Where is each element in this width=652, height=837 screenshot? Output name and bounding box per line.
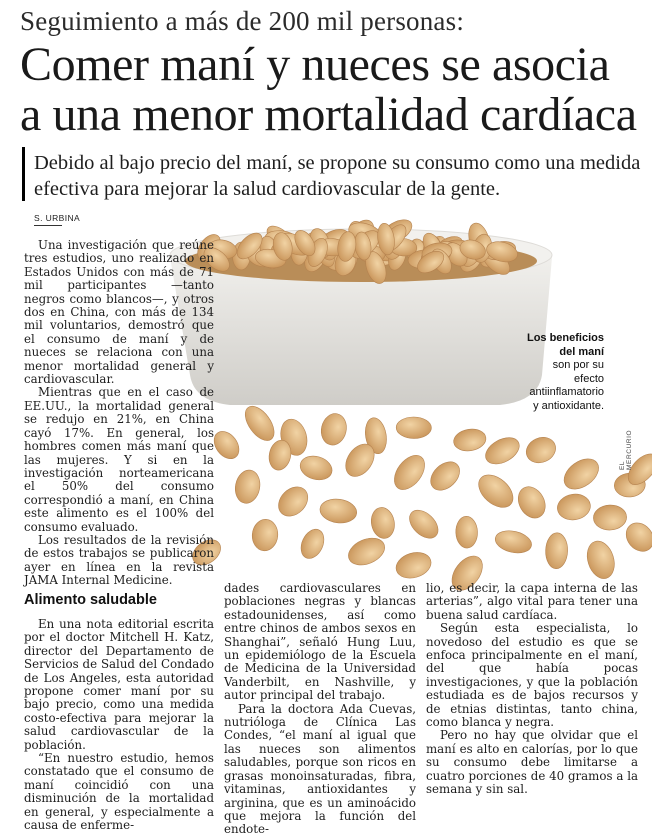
peanut: [513, 482, 551, 523]
peanut: [273, 481, 314, 522]
body-paragraph: “En nuestro estudio, hemos constatado que el consumo de maní coincidió con una disminución de la mortalidad en general, y especialmente a causa de enferme-: [24, 751, 214, 833]
intro-paragraph: Mientras que en el caso de EE.UU., la mortalidad general se redujo en 21%, en China cayó 17%. En general, los hombres comen más maní que las mujeres. Y si en la investigación norteamericana el 50% del consumo correspondió a maní, en China este alimento es el 100% del consumo evaluado.: [24, 385, 214, 534]
peanut: [209, 427, 244, 464]
body-paragraph: Pero no hay que olvidar que el maní es alto en calorías, por lo que su consumo debe limitarse a cuatro porciones de 40 gramos a la semana y sin sal.: [426, 728, 638, 797]
peanut: [297, 526, 329, 563]
body-column-2: [224, 582, 416, 837]
article-deck: Debido al bajo precio del maní, se propone su consumo como una medida efectiva para mejorar la salud cardiovascular de la gente.: [34, 152, 641, 200]
section-subhead: Alimento saludable: [24, 592, 157, 608]
peanut: [404, 505, 443, 544]
peanut: [369, 506, 397, 541]
body-paragraph: Según esta especialista, lo novedoso del estudio es que se enfoca principalmente en el maní, del que había pocas investigaciones, y que la población estudiada es de bajos recursos y de etnias distintas, tanto china, como blanca y negra.: [426, 621, 638, 730]
peanut: [425, 456, 465, 496]
body-column-1: [24, 618, 214, 833]
peanut: [621, 517, 652, 556]
peanut: [545, 532, 568, 569]
peanut: [393, 548, 434, 582]
peanut: [522, 433, 559, 467]
peanut: [556, 492, 593, 522]
peanut: [344, 533, 388, 570]
body-column-3: [426, 582, 638, 797]
peanut: [318, 497, 358, 525]
loose-peanuts: [188, 401, 652, 596]
peanut: [297, 452, 335, 483]
peanut: [452, 427, 487, 453]
peanut-bowl-photo: [160, 205, 652, 625]
peanut: [388, 450, 430, 495]
byline-rule: [34, 225, 62, 226]
article-headline: Comer maní y nueces se asocia a una menor mortalidad cardíaca: [20, 38, 637, 141]
peanut: [318, 411, 349, 447]
intro-column: [24, 239, 214, 588]
peanut: [473, 469, 520, 514]
body-paragraph: lio, es decir, la capa interna de las arterias”, algo vital para tener una buena salud cardíaca.: [426, 581, 638, 622]
peanut: [233, 468, 263, 505]
intro-paragraph: Una investigación que reúne tres estudios, uno realizado en Estados Unidos con más de 71 mil participantes —tanto negros como blancos—, y otros dos en China, con más de 134 mil voluntarios, demostró que el consumo de maní y de nueces se relaciona con una menor mortalidad general y cardiovascular.: [24, 238, 214, 387]
peanut: [593, 504, 627, 531]
peanut: [455, 516, 478, 548]
peanut: [396, 417, 431, 439]
peanut: [493, 528, 534, 557]
body-paragraph: dades cardiovasculares en poblaciones negras y blancas estadounidenses, así como entre chinos de ambos sexos en Shanghai”, señaló Hung Luu, un epidemiólogo de la Escuela de Medicina de la Universidad Vanderbilt, en Nashville, y autor principal del trabajo.: [224, 581, 416, 703]
body-paragraph: Para la doctora Ada Cuevas, nutrióloga de Clínica Las Condes, “el maní al igual que las nueces son alimentos saludables, porque son ricos en grasas monoinsaturadas, fibra, vitaminas, antioxidantes y arginina, que es un aminoácido que mejora la función del endote-: [224, 701, 416, 837]
peanut: [558, 453, 604, 496]
peanut: [481, 432, 524, 469]
caption-body: son por su efecto antiinflamatorio y antioxidante.: [529, 359, 604, 412]
peanut: [240, 401, 280, 445]
caption-title: Los beneficios del maní: [526, 332, 604, 358]
intro-paragraph: Los resultados de la revisión de estos trabajos se publicaron ayer en línea en la revista JAMA Internal Medicine.: [24, 532, 214, 588]
byline: S. URBINA: [34, 213, 81, 223]
photo-credit: EL MERCURIO: [619, 429, 633, 470]
peanut: [583, 538, 619, 582]
photo-caption: [524, 332, 604, 413]
article-kicker: Seguimiento a más de 200 mil personas:: [20, 6, 465, 36]
body-paragraph: En una nota editorial escrita por el doctor Mitchell H. Katz, director del Departamento de Servicios de Salud del Condado de Los Angeles, esta autoridad propone comer maní por su bajo precio, como una medida costo-efectiva para mejorar la salud cardiovascular de la población.: [24, 617, 214, 752]
deck-rule: [22, 147, 25, 201]
peanut: [251, 518, 279, 552]
